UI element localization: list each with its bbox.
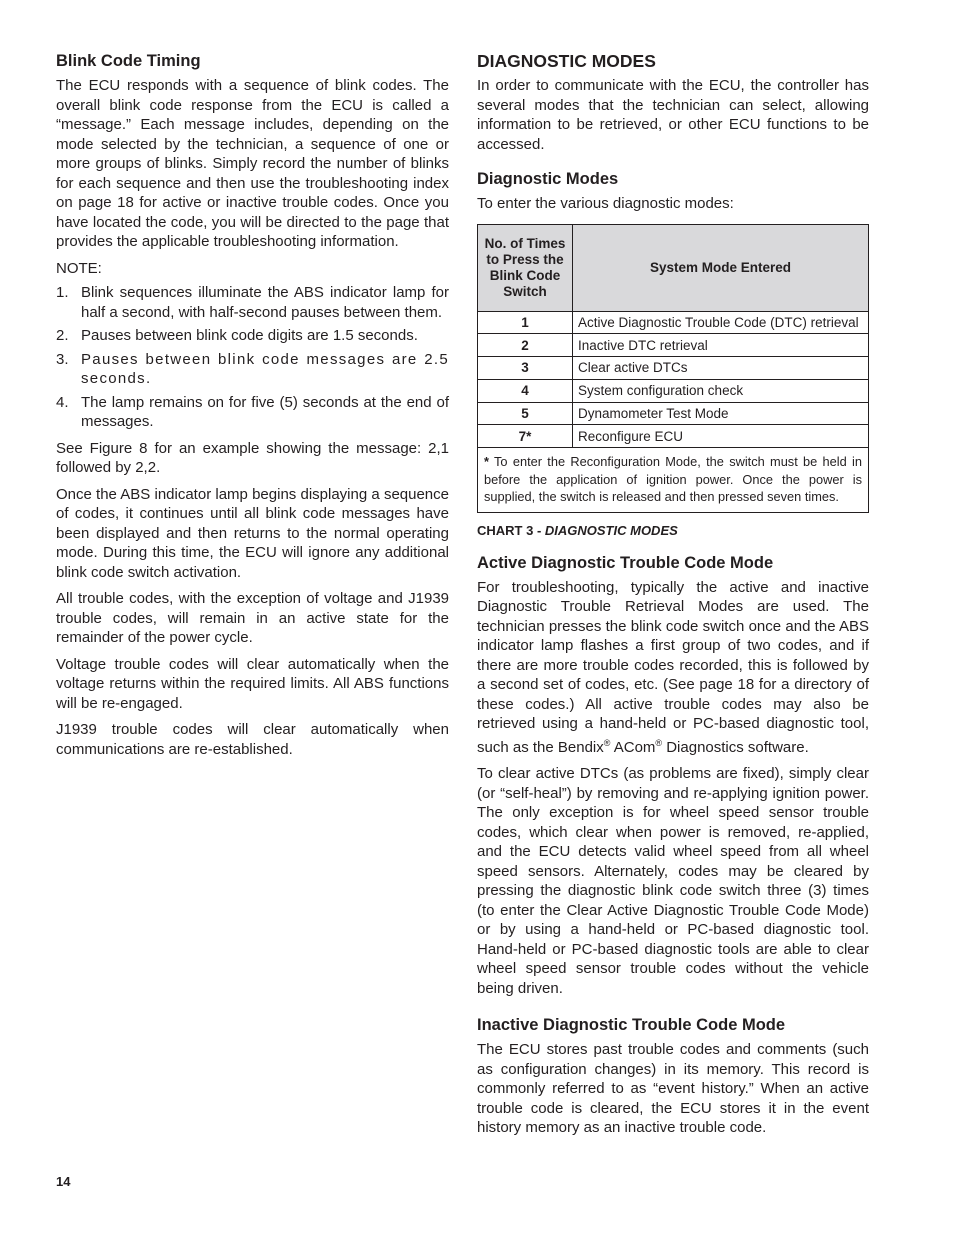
clear-dtc-paragraph: To clear active DTCs (as problems are fixed), simply clear (or “self-heal”) by removing and re-applying ignition power. The only exception is for wheel speed sensor trouble codes, which clear when power is removed, re-applied, and the ECU detects valid wheel speed from all wheel speed sensors. Alternately, codes may be cleared by pressing the diagnostic blink code switch three (3) times (to enter the Clear Active Diagnostic Trouble Code Mode) or by using a hand-held or PC-based diagnostic tool. Hand-held or PC-based diagnostic tools are able to clear wheel speed sensor trouble codes without the vehicle being driven. bbox=[477, 765, 869, 997]
table-row: 4 System configuration check bbox=[478, 379, 869, 402]
enter-modes-text: To enter the various diagnostic modes: bbox=[477, 195, 734, 212]
diagnostic-modes-subheading: Diagnostic Modes bbox=[477, 170, 619, 188]
note-list bbox=[56, 283, 449, 432]
j1939-codes-paragraph: J1939 trouble codes will clear automatically when communications are re-established. bbox=[56, 721, 449, 758]
figure-reference-paragraph: See Figure 8 for an example showing the message: 2,1 followed by 2,2. bbox=[56, 439, 449, 476]
table-row: 3 Clear active DTCs bbox=[478, 357, 869, 380]
header-system-mode: System Mode Entered bbox=[573, 224, 869, 311]
blink-code-paragraph: The ECU responds with a sequence of blink codes. The overall blink code response from the ECU is called a “message.” Each message includes, depending on the mode selected by the technician, a sequence of one or more groups of blinks. Simply record the number of blinks for each sequence and then use the troubleshooting index on page 18 for active or inactive trouble codes. Once you have located the code, you will be directed to the page that provides the applicable troubleshooting information. bbox=[56, 77, 449, 250]
inactive-dtc-mode-heading: Inactive Diagnostic Trouble Code Mode bbox=[477, 1016, 786, 1035]
note-item: 3. Pauses between blink code messages are 2.5 seconds. bbox=[56, 350, 449, 387]
note-item: 4. The lamp remains on for five (5) seconds at the end of messages. bbox=[56, 393, 449, 430]
chart-caption: CHART 3 - DIAGNOSTIC MODES bbox=[477, 522, 678, 538]
active-state-paragraph: All trouble codes, with the exception of voltage and J1939 trouble codes, will remain in an active state for the remainder of the power cycle. bbox=[56, 590, 449, 646]
diagnostic-modes-title: DIAGNOSTIC MODES bbox=[477, 51, 656, 71]
blink-code-timing-heading: Blink Code Timing bbox=[56, 52, 201, 70]
voltage-codes-paragraph: Voltage trouble codes will clear automatically when the voltage returns within the required limits. All ABS functions will be re-engaged. bbox=[56, 655, 449, 712]
table-row: 7* Reconfigure ECU bbox=[478, 425, 869, 448]
table-footnote: * To enter the Reconfiguration Mode, the switch must be held in before the application of ignition power. Once the power is supplied, the switch is released and then pressed seven times. bbox=[478, 448, 869, 513]
left-column bbox=[56, 50, 449, 766]
active-dtc-paragraph: For troubleshooting, typically the active and inactive Diagnostic Trouble Retrieval Modes are used. The technician presses the blink code switch once and the ABS indicator lamp flashes a first group of two codes, and if there are more trouble codes recorded, this is followed by a second set of codes, etc. (See page 18 for a directory of these codes.) All active trouble codes may also be retrieved using a hand-held or PC-based diagnostic tool, such as the Bendix® ACom® Diagnostics software. bbox=[477, 578, 869, 756]
header-press-count: No. of Times to Press the Blink Code Switch bbox=[478, 224, 573, 311]
page-number: 14 bbox=[56, 1174, 71, 1189]
note-item: 2. Pauses between blink code digits are 1.5 seconds. bbox=[56, 327, 418, 344]
active-dtc-mode-heading: Active Diagnostic Trouble Code Mode bbox=[477, 553, 774, 572]
table-header-row bbox=[478, 224, 869, 311]
note-label: NOTE: bbox=[56, 259, 102, 277]
table-row: 1 Active Diagnostic Trouble Code (DTC) retrieval bbox=[478, 311, 869, 334]
note-item: 1. Blink sequences illuminate the ABS indicator lamp for half a second, with half-second pauses between them. bbox=[56, 284, 449, 321]
diagnostic-modes-table bbox=[477, 224, 869, 513]
diagnostic-intro-paragraph: In order to communicate with the ECU, the controller has several modes that the technician can select, allowing information to be retrieved, or other ECU functions to be accessed. bbox=[477, 77, 869, 153]
table-footnote-row bbox=[478, 448, 869, 513]
lamp-sequence-paragraph: Once the ABS indicator lamp begins displaying a sequence of codes, it continues until all blink code messages have been displayed and then returns to the normal operating mode. During this time, the ECU will ignore any additional blink code switch activation. bbox=[56, 485, 449, 581]
table-row: 5 Dynamometer Test Mode bbox=[478, 402, 869, 425]
table-row: 2 Inactive DTC retrieval bbox=[478, 334, 869, 357]
inactive-dtc-paragraph: The ECU stores past trouble codes and comments (such as configuration changes) in its memory. This record is commonly referred to as “event history.” When an active trouble code is cleared, the ECU stores it in the event history memory as an inactive trouble code. bbox=[477, 1041, 869, 1137]
right-column bbox=[477, 50, 869, 1145]
